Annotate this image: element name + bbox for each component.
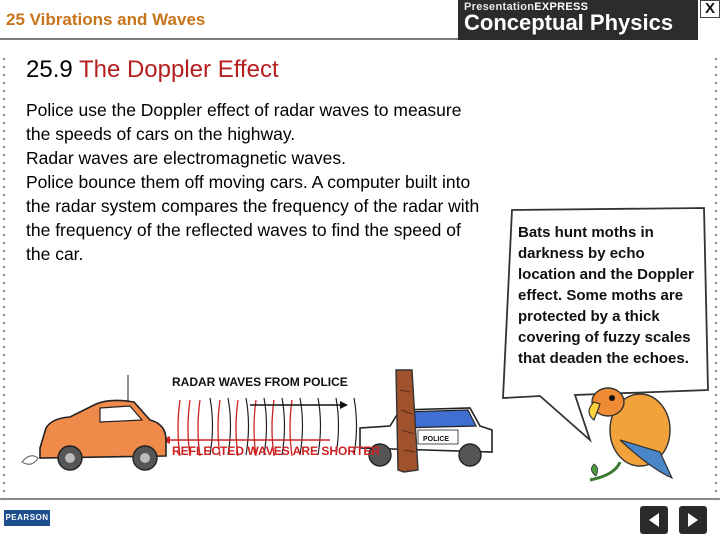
- chapter-title: 25 Vibrations and Waves: [6, 10, 206, 29]
- footer-divider: [0, 498, 720, 500]
- car: [22, 400, 166, 470]
- section-number: 25.9: [26, 56, 73, 83]
- reflected-label: REFLECTED WAVES ARE SHORTER: [172, 444, 381, 458]
- next-slide-button[interactable]: [679, 506, 707, 534]
- forward-arrow-icon: [679, 506, 707, 534]
- radar-label: RADAR WAVES FROM POLICE: [172, 375, 348, 389]
- back-arrow-icon: [640, 506, 668, 534]
- brand-tagline: PresentationEXPRESS: [464, 1, 589, 13]
- tree: [396, 370, 418, 472]
- paragraph: Police bounce them off moving cars. A computer built into the radar system compares the frequency of the radar with the frequency of the reflected waves to find the speed of the car.: [26, 172, 480, 264]
- previous-slide-button[interactable]: [640, 506, 668, 534]
- radar-arrowhead: [340, 401, 348, 409]
- close-button[interactable]: X: [700, 0, 720, 18]
- paragraph: Police use the Doppler effect of radar waves to measure the speeds of cars on the highway.: [26, 100, 462, 144]
- bubble-text: Bats hunt moths in darkness by echo location and the Doppler effect. Some moths are protected by a thick covering of fuzzy scales that deaden the echoes.: [518, 224, 694, 367]
- publisher-logo: PEARSON: [4, 510, 50, 526]
- paragraph: Radar waves are electromagnetic waves.: [26, 148, 347, 168]
- parrot: [589, 388, 672, 480]
- section-name: The Doppler Effect: [78, 56, 279, 83]
- brand-title: Conceptual Physics: [464, 10, 674, 35]
- police-label: POLICE: [423, 436, 450, 443]
